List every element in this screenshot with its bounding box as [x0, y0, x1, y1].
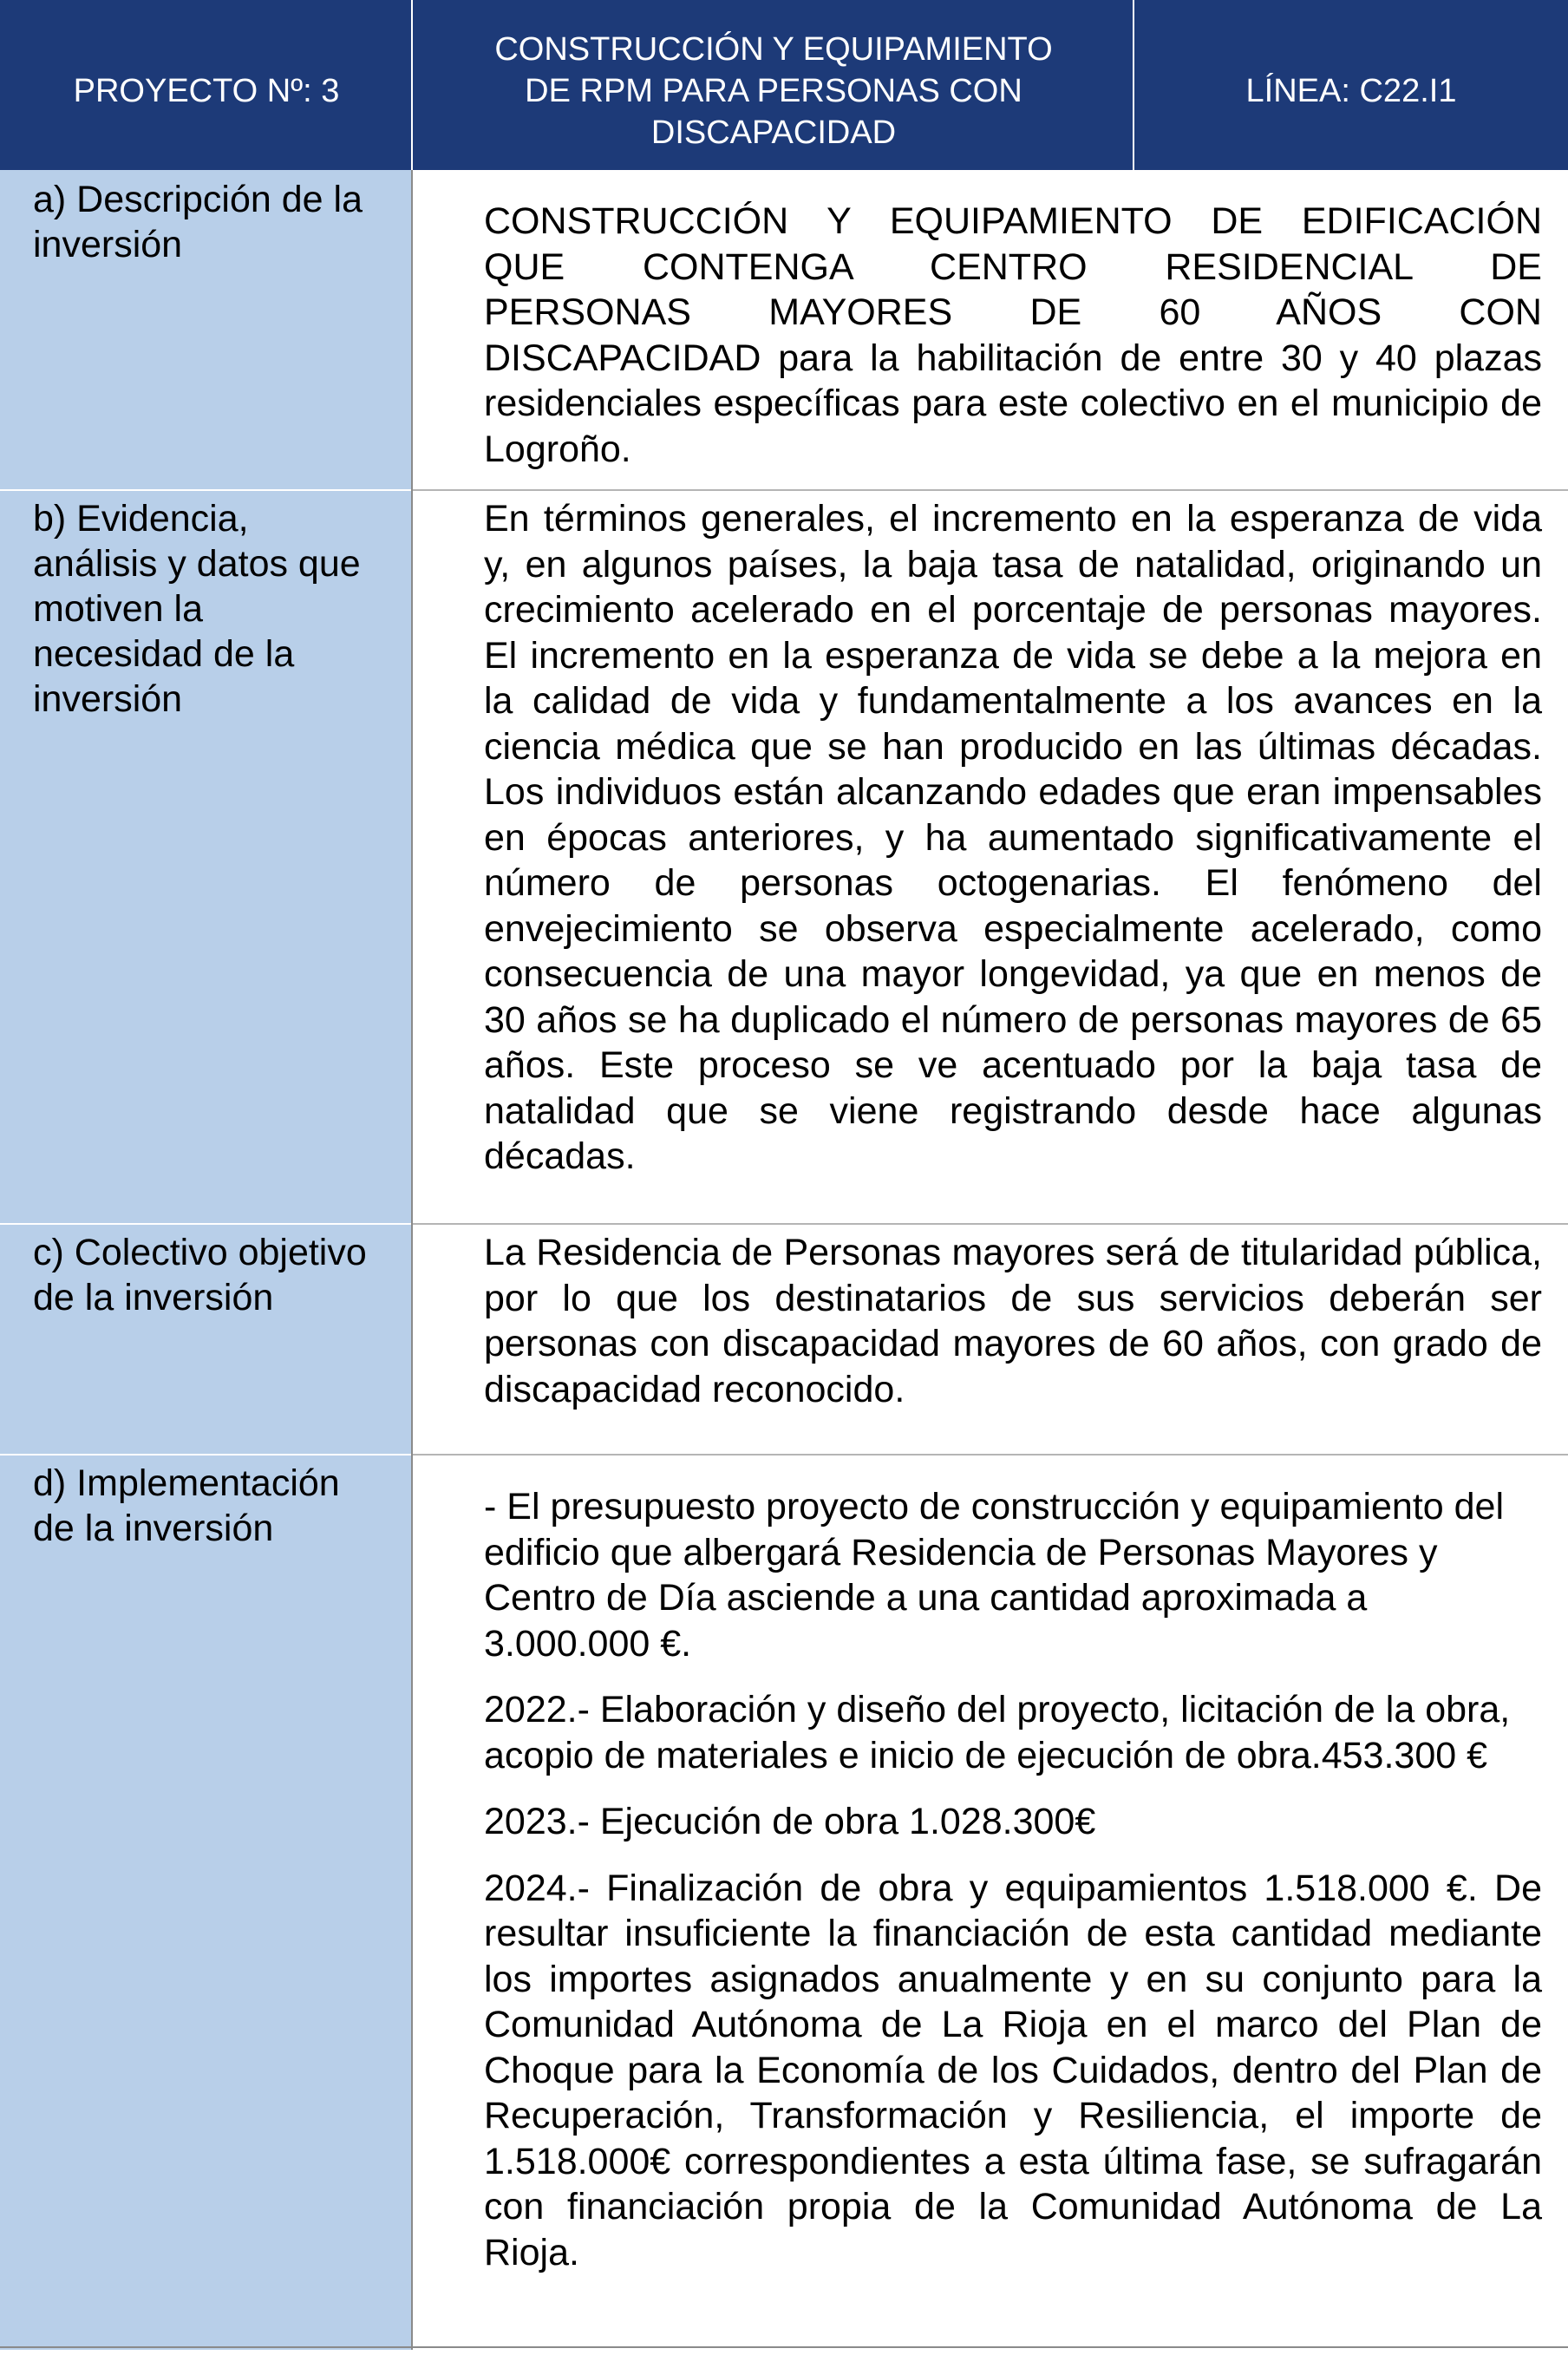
row-content-evidence: En términos generales, el incremento en la esperanza de vida y, en algunos países, la baja tasa de natalidad, originando un crecimiento acelerado en el porcentaje de personas mayores. El incremento en la esperanza de vida se debe a la mejora en la calidad de vida y fundamentalmente a los avances en la ciencia médica que se han producido en las últimas décadas. Los individuos están alcanzando edades que eran impensables en épocas anteriores, y ha aumentado significativamente el número de personas octogenarias. El fenómeno del envejecimiento se observa especialmente acelerado, como consecuencia de una mayor longevidad, ya que en menos de 30 años se ha duplicado el número de personas mayores de 65 años. Este proceso se ve acentuado por la baja tasa de natalidad que se viene registrando desde hace algunas décadas. — [484, 498, 1542, 1177]
header-project-number — [0, 0, 413, 170]
budget-paragraph: - El presupuesto proyecto de construcción y equipamiento del edificio que albergará Residencia de Personas Mayores y Centro de Día asciende a una cantidad aproximada a 3.000.000 €. — [484, 1486, 1505, 1665]
header-line-text: LÍNEA: C22.I1 — [1245, 73, 1457, 109]
label-line: inversión — [33, 224, 183, 265]
row-separator — [413, 1454, 1568, 1456]
row-separator — [413, 489, 1568, 491]
label-line: análisis y datos que — [33, 543, 361, 585]
header-project-text: PROYECTO Nº: 3 — [73, 73, 340, 109]
table-bottom-border — [0, 2346, 1568, 2348]
column-divider — [411, 170, 413, 2350]
header-title-line: DISCAPACIDAD — [650, 114, 897, 151]
content-paragraph: DISCAPACIDAD para la habilitación de entre 30 y 40 plazas residenciales específicas para este colectivo en el municipio de Logroño. — [484, 337, 1542, 470]
header-title-line: CONSTRUCCIÓN Y EQUIPAMIENTO — [494, 31, 1053, 68]
label-line: inversión — [33, 678, 183, 720]
label-line: motiven la — [33, 588, 203, 630]
label-line: necesidad de la — [33, 633, 295, 675]
label-line: d) Implementación — [33, 1462, 340, 1504]
content-line: CONSTRUCCIÓN Y EQUIPAMIENTO DE EDIFICACIÓN — [484, 200, 1542, 242]
year-2023-paragraph: 2023.- Ejecución de obra 1.028.300€ — [484, 1801, 1096, 1842]
label-line: c) Colectivo objetivo — [33, 1232, 367, 1273]
label-line: b) Evidencia, — [33, 498, 249, 540]
content-line: QUE CONTENGA CENTRO RESIDENCIAL DE — [484, 245, 1542, 288]
header-line-code — [1134, 0, 1568, 170]
year-2022-paragraph: 2022.- Elaboración y diseño del proyecto, licitación de la obra, acopio de materiales e inicio de ejecución de obra.453.300 € — [484, 1689, 1511, 1776]
row-content-implementation — [484, 1484, 1542, 2275]
row-label-description — [33, 177, 397, 267]
row-separator — [0, 1223, 411, 1225]
row-separator — [0, 1454, 411, 1456]
row-content-description — [484, 199, 1542, 472]
row-separator — [0, 489, 411, 491]
year-2024-paragraph: 2024.- Finalización de obra y equipamientos 1.518.000 €. De resultar insuficiente la financiación de esta cantidad mediante los importes asignados anualmente y en su conjunto para la Comunidad Autónoma de La Rioja en el marco del Plan de Choque para la Economía de los Cuidados, dentro del Plan de Recuperación, Transformación y Resiliencia, el importe de 1.518.000€ correspondientes a esta última fase, se sufragarán con financiación propia de la Comunidad Autónoma de La Rioja. — [484, 1867, 1542, 2273]
label-line: de la inversión — [33, 1508, 274, 1549]
row-label-target-group — [33, 1230, 397, 1320]
content-line: PERSONAS MAYORES DE 60 AÑOS CON — [484, 291, 1542, 333]
header-title-line: DE RPM PARA PERSONAS CON — [525, 73, 1022, 109]
row-label-evidence — [33, 496, 397, 722]
row-content-target-group: La Residencia de Personas mayores será de titularidad pública, por lo que los destinatarios de sus servicios deberán ser personas con discapacidad mayores de 60 años, con grado de discapacidad reconocido. — [484, 1232, 1542, 1410]
row-separator — [413, 1223, 1568, 1225]
label-line: de la inversión — [33, 1277, 274, 1318]
header-project-title — [413, 0, 1134, 170]
row-label-implementation — [33, 1461, 397, 1551]
label-line: a) Descripción de la — [33, 179, 363, 220]
